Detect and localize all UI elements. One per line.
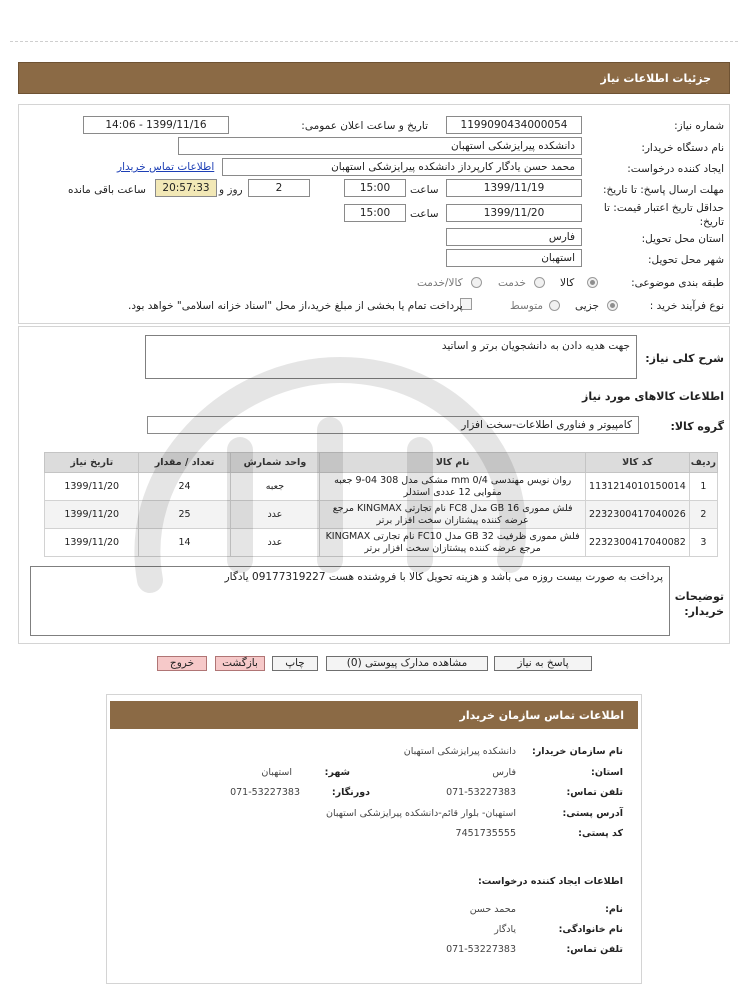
buyer-org-field[interactable]: دانشکده پیرایزشکی استهبان [178, 137, 582, 155]
category-option-goods-service: کالا/خدمت [417, 277, 463, 289]
top-divider [10, 41, 738, 42]
creator-phone-label: تلفن تماس: [566, 944, 623, 955]
row-name-line2: عرضه کننده پیشتازان سخت افزار برتر [376, 514, 529, 526]
creator-phone-value: 071-53227383 [446, 944, 516, 955]
back-button[interactable]: بازگشت [215, 656, 265, 671]
category-option-goods: کالا [560, 277, 575, 289]
remaining-time-field: 20:57:33 [155, 179, 217, 197]
row-name [320, 529, 586, 557]
contact-province-label: استان: [591, 767, 623, 778]
row-qty: 25 [139, 501, 230, 529]
row-date: 1399/11/20 [45, 473, 139, 501]
goods-section-title: اطلاعات کالاهای مورد نیاز [582, 390, 724, 403]
contact-header: اطلاعات تماس سازمان خریدار [110, 701, 638, 729]
print-button[interactable]: چاپ [272, 656, 318, 671]
contact-city-value: استهبان [261, 767, 292, 778]
contact-fax-label: دورنگار: [331, 787, 370, 798]
row-date: 1399/11/20 [45, 501, 139, 529]
deadline-time-field[interactable]: 15:00 [344, 179, 406, 197]
goods-table [44, 452, 718, 557]
col-index: ردیف [689, 453, 717, 473]
row-code: 1131214010150014 [586, 473, 690, 501]
col-qty: تعداد / مقدار [139, 453, 230, 473]
row-name [320, 473, 586, 501]
announce-field[interactable]: 1399/11/16 - 14:06 [83, 116, 229, 134]
row-unit: جعبه [230, 473, 320, 501]
contact-frame [106, 694, 642, 984]
row-index: 1 [689, 473, 717, 501]
row-name-line2: مقوایی 12 عددی استدلر [403, 486, 502, 498]
process-radio-minor[interactable] [607, 300, 618, 311]
buyer-notes-label-line1: توضیحات [674, 590, 724, 603]
contact-postal-value: 7451735555 [455, 828, 516, 839]
row-name-line1: فلش مموری ظرفیت GB 32 مدل FC10 نام تجارتی KINGMAX [325, 530, 580, 542]
deadline-label: مهلت ارسال پاسخ: تا تاریخ: [602, 184, 724, 196]
process-label: نوع فرآیند خرید : [649, 300, 724, 312]
row-index: 2 [689, 501, 717, 529]
row-index: 3 [689, 529, 717, 557]
summary-label: شرح کلی نیاز: [645, 352, 724, 365]
table-row[interactable] [45, 473, 718, 501]
category-option-service: خدمت [498, 277, 526, 289]
remaining-label: ساعت باقی مانده [68, 184, 146, 196]
creator-last-name-label: نام خانوادگی: [558, 924, 623, 935]
category-radio-goods-service[interactable] [471, 277, 482, 288]
province-field[interactable]: فارس [446, 228, 582, 246]
need-number-field[interactable]: 1199090434000054 [446, 116, 582, 134]
contact-city-label: شهر: [324, 767, 350, 778]
col-date: تاریخ نیاز [45, 453, 139, 473]
contact-org-value: دانشکده پیرایزشکی استهبان [403, 746, 516, 757]
buyer-notes-label-line2: خریدار: [684, 605, 724, 618]
need-number-label: شماره نیاز: [674, 120, 724, 132]
col-unit: واحد شمارش [230, 453, 320, 473]
creator-label: ایجاد کننده درخواست: [627, 163, 724, 175]
table-row[interactable] [45, 529, 718, 557]
row-qty: 24 [139, 473, 230, 501]
deadline-date-field[interactable]: 1399/11/19 [446, 179, 582, 197]
validity-time-field[interactable]: 15:00 [344, 204, 406, 222]
row-qty: 14 [139, 529, 230, 557]
process-option-medium: متوسط [510, 300, 543, 312]
col-code: کد کالا [586, 453, 690, 473]
table-row[interactable] [45, 501, 718, 529]
row-unit: عدد [230, 501, 320, 529]
creator-field[interactable]: محمد حسن یادگار کارپرداز دانشکده پیرایزشکی استهبان [222, 158, 582, 176]
creator-first-name-value: محمد حسن [469, 904, 516, 915]
buyer-org-label: نام دستگاه خریدار: [641, 142, 724, 154]
treasury-payment-note: پرداخت تمام یا بخشی از مبلغ خرید،از محل "اسناد خزانه اسلامی" خواهد بود. [128, 300, 463, 312]
days-label: روز و [219, 184, 243, 196]
reply-button[interactable]: پاسخ به نیاز [494, 656, 592, 671]
panel-header: جزئیات اطلاعات نیاز [18, 62, 730, 94]
row-code: 2232300417040026 [586, 501, 690, 529]
validity-label-line2: تاریخ: [699, 216, 724, 228]
contact-org-label: نام سازمان خریدار: [532, 746, 623, 757]
buyer-notes-textarea[interactable]: پرداخت به صورت بیست روزه می باشد و هزینه تحویل کالا با فروشنده هست 09177319227 یادگار [30, 566, 670, 636]
announce-label: تاریخ و ساعت اعلان عمومی: [301, 120, 428, 132]
contact-address-value: استهبان- بلوار قائم-دانشکده پیرایزشکی استهبان [325, 808, 516, 819]
goods-group-label: گروه کالا: [670, 420, 724, 433]
row-date: 1399/11/20 [45, 529, 139, 557]
buyer-contact-link[interactable]: اطلاعات تماس خریدار [117, 161, 215, 173]
category-radio-service[interactable] [534, 277, 545, 288]
attachments-button[interactable]: مشاهده مدارک پیوستی (0) [326, 656, 488, 671]
creator-last-name-value: یادگار [494, 924, 516, 935]
validity-time-label: ساعت [410, 208, 439, 220]
contact-province-value: فارس [492, 767, 516, 778]
exit-button[interactable]: خروج [157, 656, 207, 671]
contact-phone-label: تلفن تماس: [566, 787, 623, 798]
col-name: نام کالا [320, 453, 586, 473]
row-code: 2232300417040082 [586, 529, 690, 557]
category-radio-goods[interactable] [587, 277, 598, 288]
creator-first-name-label: نام: [605, 904, 623, 915]
row-name-line1: فلش مموری GB 16 مدل FC8 نام تجارتی KINGMAX مرجع [332, 502, 573, 514]
province-label: استان محل تحویل: [641, 233, 724, 245]
contact-fax-value: 071-53227383 [230, 787, 300, 798]
contact-postal-label: کد پستی: [578, 828, 623, 839]
days-field[interactable]: 2 [248, 179, 310, 197]
process-radio-medium[interactable] [549, 300, 560, 311]
validity-date-field[interactable]: 1399/11/20 [446, 204, 582, 222]
row-unit: عدد [230, 529, 320, 557]
goods-group-field[interactable]: کامپیوتر و فناوری اطلاعات-سخت افزار [147, 416, 639, 434]
contact-address-label: آدرس پستی: [562, 808, 623, 819]
row-name-line2: مرجع عرضه کننده پیشتازان سخت افزار برتر [364, 542, 541, 554]
goods-table-header [45, 453, 718, 473]
city-field[interactable]: استهبان [446, 249, 582, 267]
category-label: طبقه بندی موضوعی: [631, 277, 724, 289]
validity-label-line1: حداقل تاریخ اعتبار قیمت: تا [603, 202, 724, 214]
summary-textarea[interactable]: جهت هدیه دادن به دانشجویان برتر و اساتید [145, 335, 637, 379]
city-label: شهر محل تحویل: [648, 254, 724, 266]
process-option-minor: جزیی [575, 300, 599, 312]
deadline-time-label: ساعت [410, 184, 439, 196]
row-name [320, 501, 586, 529]
row-name-line1: روان نویس مهندسی mm 0/4 مشکی مدل 308 04-9 جعبه [334, 474, 572, 486]
contact-phone-value: 071-53227383 [446, 787, 516, 798]
creator-info-title: اطلاعات ایجاد کننده درخواست: [477, 876, 623, 887]
